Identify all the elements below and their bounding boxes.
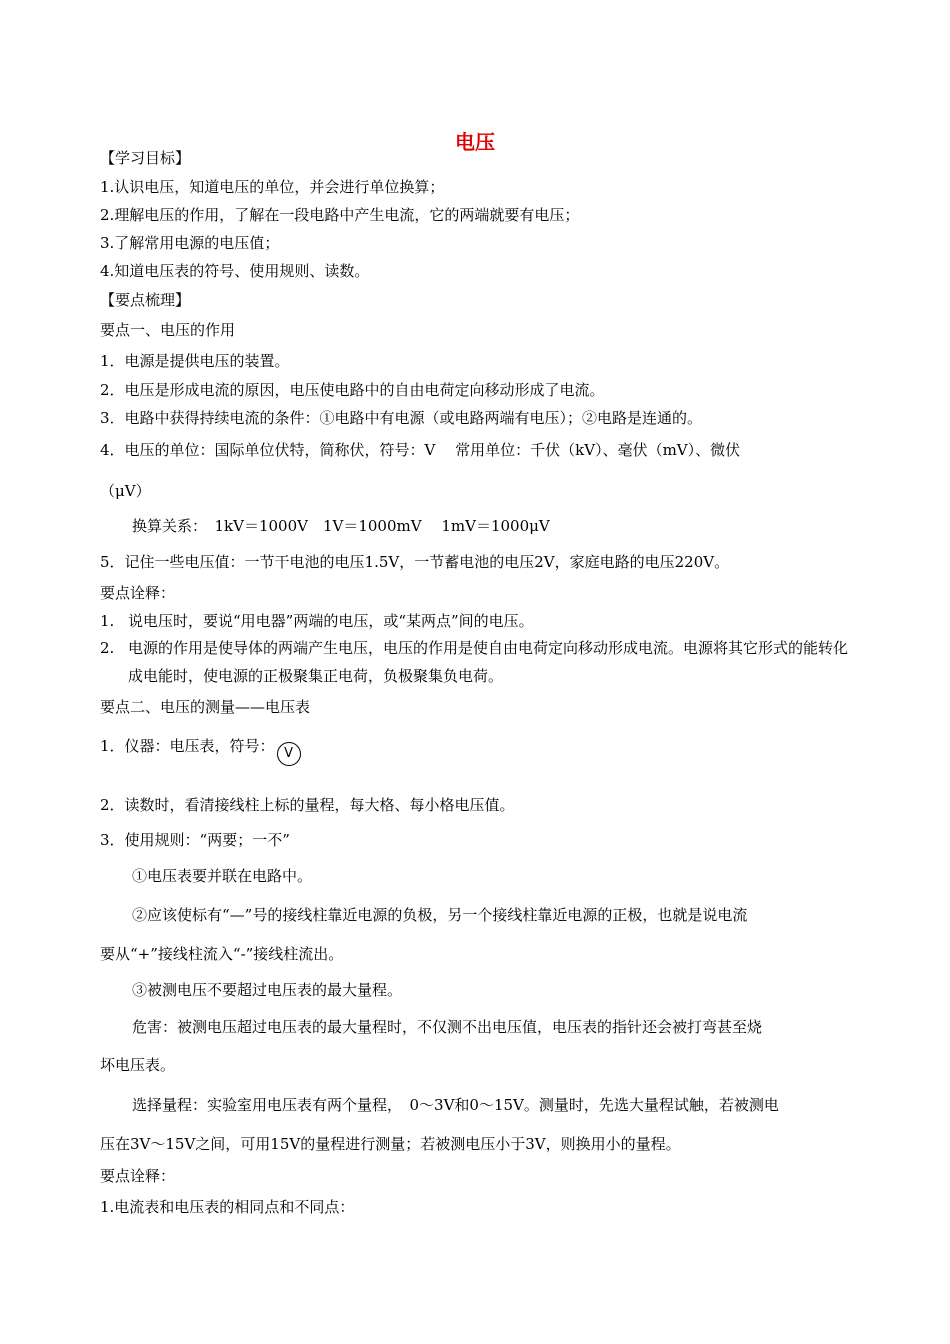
range-line1: 选择量程：实验室用电压表有两个量程， 0～3V和0～15V。测量时，先选大量程试触，若被测电 — [132, 1096, 779, 1114]
danger-line1: 危害：被测电压超过电压表的最大量程时，不仅测不出电压值，电压表的指针还会被打弯甚至烧 — [132, 1018, 763, 1036]
point2-item1-text: 1．仪器：电压表，符号： — [100, 737, 275, 755]
point1-item: 3．电路中获得持续电流的条件：①电路中有电源（或电路两端有电压）；②电路是连通的。 — [100, 409, 703, 427]
point2-note1: 1.电流表和电压表的相同点和不同点： — [100, 1198, 355, 1216]
note-text: 说电压时，要说“用电器”两端的电压，或“某两点”间的电压。 — [128, 612, 534, 630]
conversion-relation: 换算关系： 1kV＝1000V 1V＝1000mV 1mV＝1000μV — [132, 517, 550, 535]
objective-item: 2.理解电压的作用，了解在一段电路中产生电流，它的两端就要有电压； — [100, 206, 580, 224]
point1-notes-header: 要点诠释： — [100, 584, 176, 602]
point2-notes-header: 要点诠释： — [100, 1167, 176, 1185]
point2-heading: 要点二、电压的测量——电压表 — [100, 698, 311, 716]
summary-header: 【要点梳理】 — [100, 291, 191, 309]
note-number: 2. — [100, 639, 115, 657]
objective-item: 1.认识电压，知道电压的单位，并会进行单位换算； — [100, 178, 445, 196]
objective-item: 4.知道电压表的符号、使用规则、读数。 — [100, 262, 370, 280]
point2-item3: 3．使用规则：“两要；一不” — [100, 831, 290, 849]
point1-item: 1．电源是提供电压的装置。 — [100, 352, 290, 370]
point2-item1 — [100, 736, 301, 766]
page-title: 电压 — [455, 130, 495, 154]
objective-item: 3.了解常用电源的电压值； — [100, 234, 280, 252]
rule-3: ③被测电压不要超过电压表的最大量程。 — [132, 981, 403, 999]
point1-heading: 要点一、电压的作用 — [100, 321, 236, 339]
voltmeter-symbol-icon: V — [277, 742, 301, 766]
note-text: 电源的作用是使导体的两端产生电压，电压的作用是使自由电荷定向移动形成电流。电源将其它形式的能转化成电能时，使电源的正极聚集正电荷，负极聚集负电荷。 — [128, 639, 849, 685]
point1-item5: 5．记住一些电压值：一节干电池的电压1.5V，一节蓄电池的电压2V，家庭电路的电压220V。 — [100, 553, 730, 571]
point2-item2: 2．读数时，看清接线柱上标的量程，每大格、每小格电压值。 — [100, 796, 515, 814]
point1-note — [100, 607, 860, 635]
point1-item4-line2: （μV） — [100, 482, 151, 500]
rule-1: ①电压表要并联在电路中。 — [132, 867, 313, 885]
rule-2-line2: 要从“+”接线柱流入“-”接线柱流出。 — [100, 945, 344, 963]
note-number: 1. — [100, 612, 115, 630]
rule-2-line1: ②应该使标有“—”号的接线柱靠近电源的负极，另一个接线柱靠近电源的正极，也就是说电流 — [132, 906, 748, 924]
danger-line2: 坏电压表。 — [100, 1056, 176, 1074]
range-line2: 压在3V～15V之间，可用15V的量程进行测量；若被测电压小于3V，则换用小的量程。 — [100, 1135, 681, 1153]
point1-item: 2．电压是形成电流的原因，电压使电路中的自由电荷定向移动形成了电流。 — [100, 381, 605, 399]
objectives-header: 【学习目标】 — [100, 149, 191, 167]
point1-item4-line1: 4．电压的单位：国际单位伏特，简称伏，符号：V 常用单位：千伏（kV）、毫伏（mV）、微伏 — [100, 441, 741, 459]
point1-note — [100, 634, 860, 690]
